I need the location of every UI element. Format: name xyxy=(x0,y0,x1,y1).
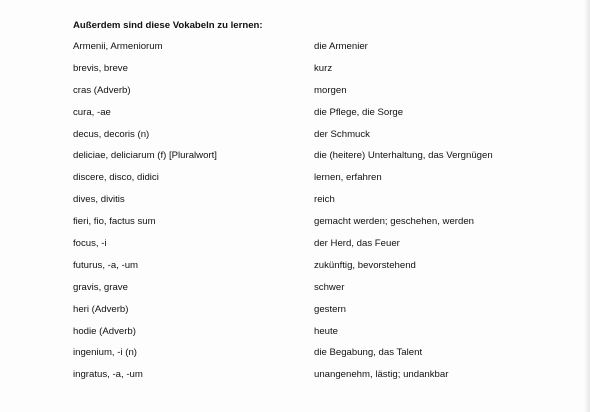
german-translation: heute xyxy=(314,325,339,337)
german-translation: schwer xyxy=(314,281,345,293)
latin-term: ingratus, -a, -um xyxy=(73,369,143,381)
vocab-row xyxy=(73,193,553,215)
vocab-row xyxy=(73,215,553,237)
german-translation: gemacht werden; geschehen, werden xyxy=(314,216,474,228)
german-translation: der Herd, das Feuer xyxy=(314,238,400,250)
german-translation: die Begabung, das Talent xyxy=(314,347,423,359)
german-translation: morgen xyxy=(314,84,347,96)
latin-term: brevis, breve xyxy=(73,62,128,74)
vocab-row xyxy=(73,325,553,347)
vocab-row xyxy=(73,237,553,259)
latin-term: fieri, fio, factus sum xyxy=(73,216,156,228)
german-translation: der Schmuck xyxy=(314,128,370,140)
latin-term: Armenii, Armeniorum xyxy=(73,41,163,52)
vocab-row xyxy=(73,128,553,150)
latin-term: cras (Adverb) xyxy=(73,84,131,96)
vocabulary-list xyxy=(73,40,553,390)
german-translation: die Pflege, die Sorge xyxy=(314,106,404,118)
latin-term: deliciae, deliciarum (f) [Pluralwort] xyxy=(73,150,217,162)
vocab-row xyxy=(73,149,553,171)
german-translation: die (heitere) Unterhaltung, das Vergnügen xyxy=(314,150,493,162)
german-translation: reich xyxy=(314,194,335,206)
german-translation: lernen, erfahren xyxy=(314,172,382,184)
german-translation: zukünftig, bevorstehend xyxy=(314,259,416,271)
latin-term: futurus, -a, -um xyxy=(73,259,139,271)
vocab-row xyxy=(73,368,553,390)
vocab-row xyxy=(73,40,553,62)
german-translation: die Armenier xyxy=(314,41,368,52)
vocab-row xyxy=(73,346,553,368)
latin-term: focus, -i xyxy=(73,238,107,250)
german-translation: kurz xyxy=(314,62,333,74)
vocab-row xyxy=(73,171,553,193)
latin-term: hodie (Adverb) xyxy=(73,325,136,337)
latin-term: cura, -ae xyxy=(73,106,111,118)
vocab-row xyxy=(73,303,553,325)
latin-term: decus, decoris (n) xyxy=(73,128,150,140)
latin-term: gravis, grave xyxy=(73,281,128,293)
latin-term: ingenium, -i (n) xyxy=(73,347,137,359)
page-heading: Außerdem sind diese Vokabeln zu lernen: xyxy=(73,20,263,31)
vocab-row xyxy=(73,62,553,84)
german-translation: gestern xyxy=(314,303,346,315)
latin-term: heri (Adverb) xyxy=(73,303,129,315)
vocab-row xyxy=(73,281,553,303)
page-edge-shadow xyxy=(584,0,590,412)
latin-term: dives, divitis xyxy=(73,194,125,206)
latin-term: discere, disco, didici xyxy=(73,172,159,184)
vocab-row xyxy=(73,106,553,128)
vocab-row xyxy=(73,259,553,281)
vocab-row xyxy=(73,84,553,106)
german-translation: unangenehm, lästig; undankbar xyxy=(314,369,449,381)
